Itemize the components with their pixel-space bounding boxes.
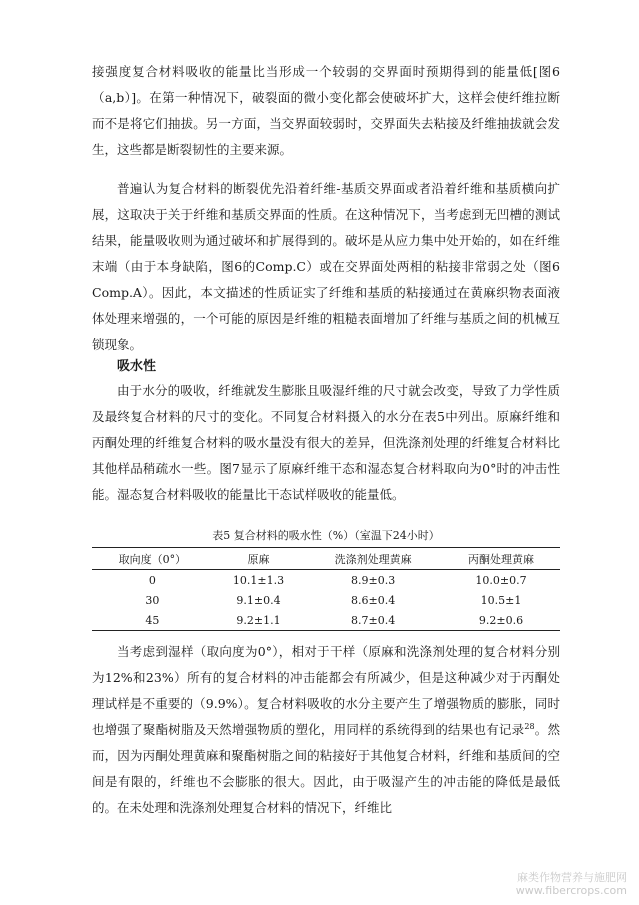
header-acetone-jute: 丙酮处理黄麻 <box>442 548 560 570</box>
table-cell: 9.2±1.1 <box>213 610 305 631</box>
table-cell: 8.7±0.4 <box>304 610 442 631</box>
table-cell: 10.0±0.7 <box>475 573 527 587</box>
table-row <box>92 590 560 610</box>
table-cell: 0 <box>148 573 156 587</box>
table-cell: 30 <box>145 593 160 607</box>
water-absorption-table <box>92 547 560 631</box>
header-raw-jute: 原麻 <box>213 548 305 570</box>
table-cell: 10.1±1.3 <box>232 573 285 587</box>
table-cell: 9.2±0.6 <box>442 610 560 631</box>
watermark-url: www.fibercrops.com <box>515 884 627 897</box>
table-cell: 10.5±1 <box>480 593 522 607</box>
table-caption: 表5 复合材料的吸水性（%）（室温下24小时） <box>212 529 440 542</box>
paragraph-wet-impact <box>92 639 560 821</box>
paragraph-wet-impact-part2: 。然而，因为丙酮处理黄麻和聚酯树脂之间的粘接好于其他复合材料，纤维和基质间的空间是有限的，纤维也不会膨胀的很大。因此，由于吸湿产生的冲击能的降低是最低的。在未处理和洗涤剂处理复合材料的情况下，纤维比 <box>92 722 560 815</box>
header-orientation: 取向度（0°） <box>92 548 213 570</box>
reference-superscript: 28 <box>524 721 535 731</box>
table-row <box>92 570 560 591</box>
paragraph-wet-impact-part1: 当考虑到湿样（取向度为0°），相对于干样（原麻和洗涤剂处理的复合材料分别为12%和23%）所有的复合材料的冲击能都会有所减少，但是这种减少对于丙酮处理试样是不重要的（9.9%）。复合材料吸收的水分主要产生了增强物质的膨胀，同时也增强了聚酯树脂及天然增强物质的塑化，用同样的系统得到的结果也有记录 <box>92 644 560 737</box>
table-cell: 8.6±0.4 <box>351 593 396 607</box>
site-watermark <box>516 871 627 897</box>
paragraph-fracture-propagation: 普遍认为复合材料的断裂优先沿着纤维-基质交界面或者沿着纤维和基质横向扩展，这取决于关于纤维和基质交界面的性质。在这种情况下，当考虑到无凹槽的测试结果，能量吸收则为通过破坏和扩展得到的。破坏是从应力集中处开始的，如在纤维末端（由于本身缺陷，图6的Comp.C）或在交界面处两相的粘接非常弱之处（图6 Comp.A）。因此，本文描述的性质证实了纤维和基质的粘接通过在黄麻织物表面液体处理来增强的，一个可能的原因是纤维的粗糙表面增加了纤维与基质之间的机械互锁现象。 <box>92 181 560 352</box>
header-detergent-jute: 洗涤剂处理黄麻 <box>304 548 442 570</box>
paragraph-moisture-effect: 由于水分的吸收，纤维就发生膨胀且吸湿纤维的尺寸就会改变，导致了力学性质及最终复合材料的尺寸的变化。不同复合材料摄入的水分在表5中列出。原麻纤维和丙酮处理的纤维复合材料的吸水量没有很大的差异，但洗涤剂处理的纤维复合材料比其他样品稍疏水一些。图7显示了原麻纤维干态和湿态复合材料取向为0°时的冲击性能。湿态复合材料吸收的能量比干态试样吸收的能量低。 <box>92 383 560 502</box>
paragraph-interface-strength: 接强度复合材料吸收的能量比当形成一个较弱的交界面时预期得到的能量低[图6（a,b）]。在第一种情况下，破裂面的微小变化都会使破坏扩大，这样会使纤维拉断而不是将它们抽拔。另一方面，当交界面较弱时，交界面失去粘接及纤维抽拔就会发生，这些都是断裂韧性的主要来源。 <box>92 64 560 157</box>
table-cell: 8.9±0.3 <box>351 573 396 587</box>
table-cell: 45 <box>92 610 213 631</box>
watermark-site-name: 麻类作物营养与施肥网 <box>517 871 627 884</box>
section-heading-water-absorption: 吸水性 <box>117 359 157 374</box>
table-cell: 9.1±0.4 <box>236 593 281 607</box>
table-row <box>92 610 560 631</box>
table-header-row <box>92 548 560 570</box>
